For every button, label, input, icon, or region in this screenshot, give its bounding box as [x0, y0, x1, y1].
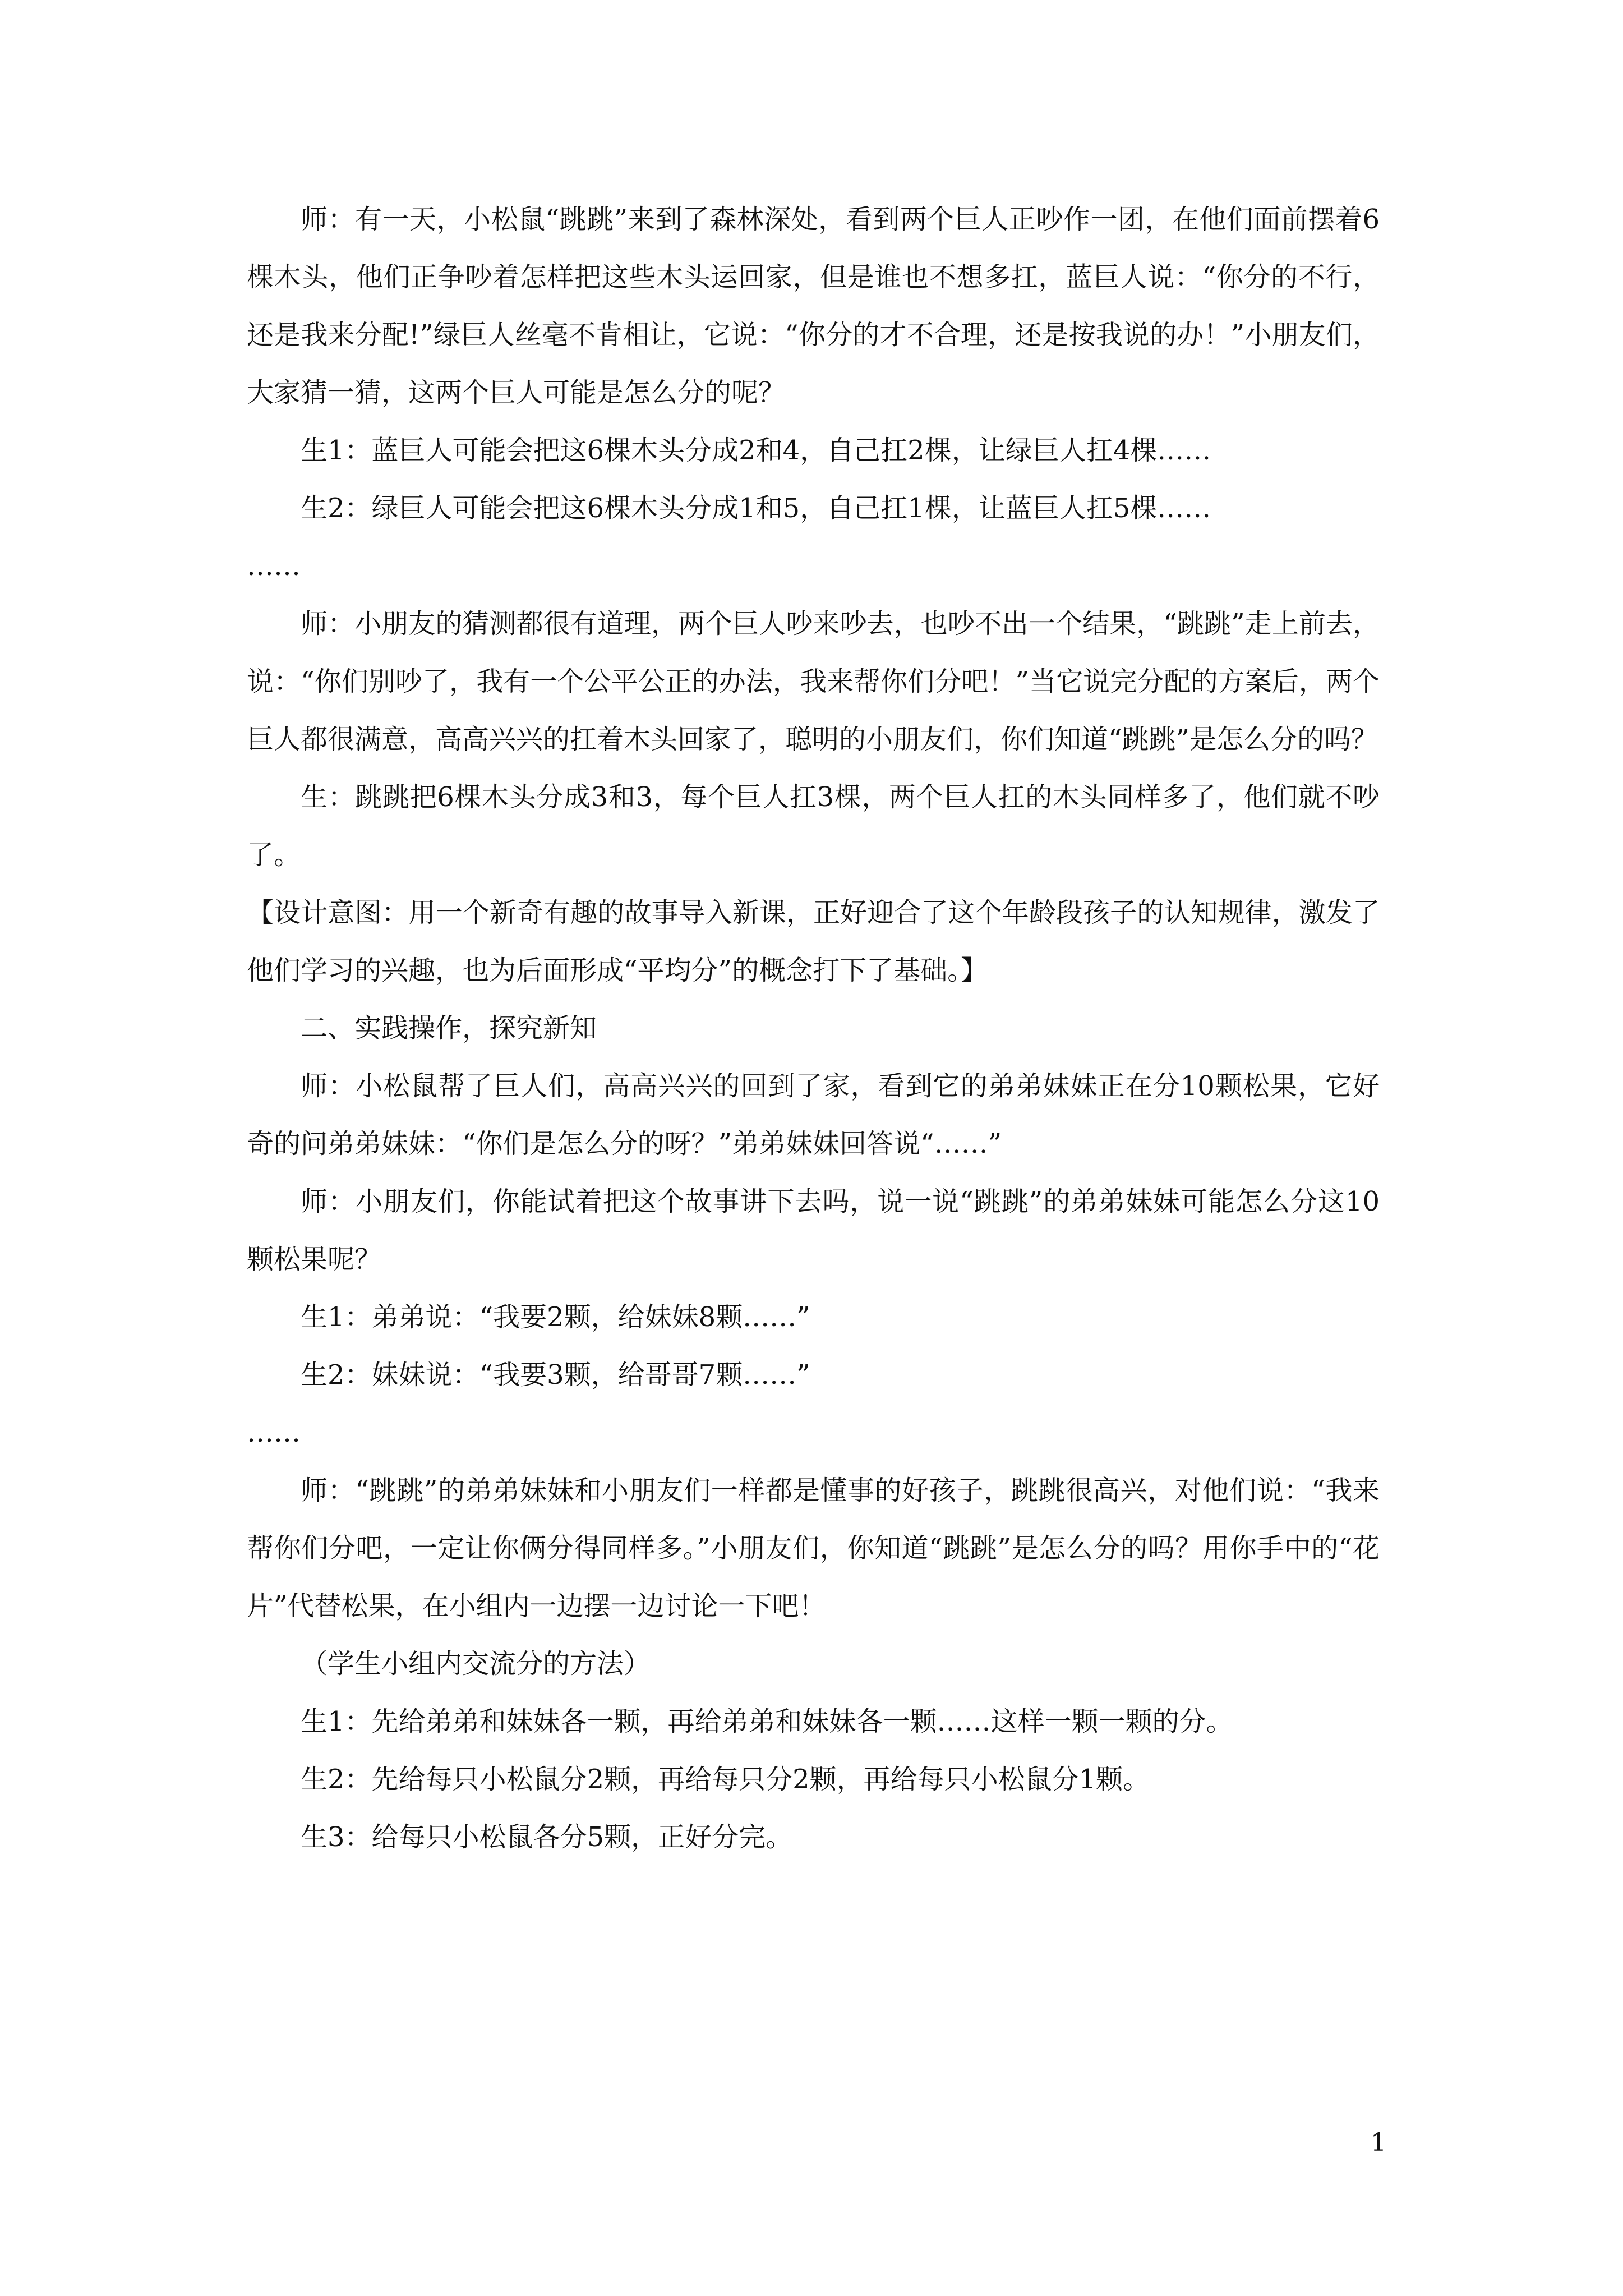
paragraph-student-2-guess: 生2：绿巨人可能会把这6棵木头分成1和5，自己扛1棵，让蓝巨人扛5棵…… — [301, 493, 1211, 524]
paragraph-group-discussion-note: （学生小组内交流分的方法） — [301, 1648, 651, 1680]
paragraph-student-3-method: 生3：给每只小松鼠各分5颗，正好分完。 — [301, 1821, 793, 1853]
paragraph-design-intent: 【设计意图：用一个新奇有趣的故事导入新课，正好迎合了这个年龄段孩子的认知规律，激发了他们学习的兴趣，也为后面形成“平均分”的概念打下了基础。】 — [247, 897, 1380, 986]
paragraph-ellipsis-2: …… — [247, 1417, 301, 1448]
paragraph-teacher-fair-solution: 师：小朋友的猜测都很有道理，两个巨人吵来吵去，也吵不出一个结果，“跳跳”走上前去，说：“你们别吵了，我有一个公平公正的办法，我来帮你们分吧！”当它说完分配的方案后，两个巨人都很满意，高高兴兴的扛着木头回家了，聪明的小朋友们，你们知道“跳跳”是怎么分的吗？ — [247, 608, 1380, 755]
paragraph-teacher-story-intro: 师：有一天，小松鼠“跳跳”来到了森林深处，看到两个巨人正吵作一团，在他们面前摆着6棵木头，他们正争吵着怎样把这些木头运回家，但是谁也不想多扛，蓝巨人说：“你分的不行，还是我来分配!”绿巨人丝毫不肯相让，它说：“你分的才不合理，还是按我说的办！”小朋友们，大家猜一猜，这两个巨人可能是怎么分的呢？ — [247, 204, 1380, 408]
paragraph-student-1-guess: 生1：蓝巨人可能会把这6棵木头分成2和4，自己扛2棵，让绿巨人扛4棵…… — [301, 435, 1211, 466]
page-number: 1 — [1371, 2128, 1386, 2157]
paragraph-student-1-brother: 生1：弟弟说：“我要2颗，给妹妹8颗……” — [301, 1301, 810, 1333]
paragraph-student-2-method: 生2：先给每只小松鼠分2颗，再给每只分2颗，再给每只小松鼠分1颗。 — [301, 1764, 1150, 1795]
paragraph-student-answer: 生：跳跳把6棵木头分成3和3，每个巨人扛3棵，两个巨人扛的木头同样多了，他们就不吵了。 — [247, 781, 1380, 871]
paragraph-ellipsis: …… — [247, 550, 301, 582]
paragraph-teacher-question: 师：小朋友们，你能试着把这个故事讲下去吗，说一说“跳跳”的弟弟妹妹可能怎么分这10颗松果呢？ — [247, 1186, 1380, 1275]
paragraph-student-1-method: 生1：先给弟弟和妹妹各一颗，再给弟弟和妹妹各一颗……这样一颗一颗的分。 — [301, 1706, 1233, 1737]
paragraph-teacher-group-activity: 师：“跳跳”的弟弟妹妹和小朋友们一样都是懂事的好孩子，跳跳很高兴，对他们说：“我来帮你们分吧，一定让你俩分得同样多。”小朋友们，你知道“跳跳”是怎么分的吗？用你手中的“花片”代替松果，在小组内一边摆一边讨论一下吧！ — [247, 1475, 1380, 1622]
section-heading-practice: 二、实践操作，探究新知 — [301, 1013, 597, 1044]
document-body — [247, 191, 1380, 1866]
paragraph-teacher-pinecones: 师：小松鼠帮了巨人们，高高兴兴的回到了家，看到它的弟弟妹妹正在分10颗松果，它好奇的问弟弟妹妹：“你们是怎么分的呀？”弟弟妹妹回答说“……” — [247, 1070, 1380, 1159]
paragraph-student-2-sister: 生2：妹妹说：“我要3颗，给哥哥7颗……” — [301, 1359, 810, 1391]
